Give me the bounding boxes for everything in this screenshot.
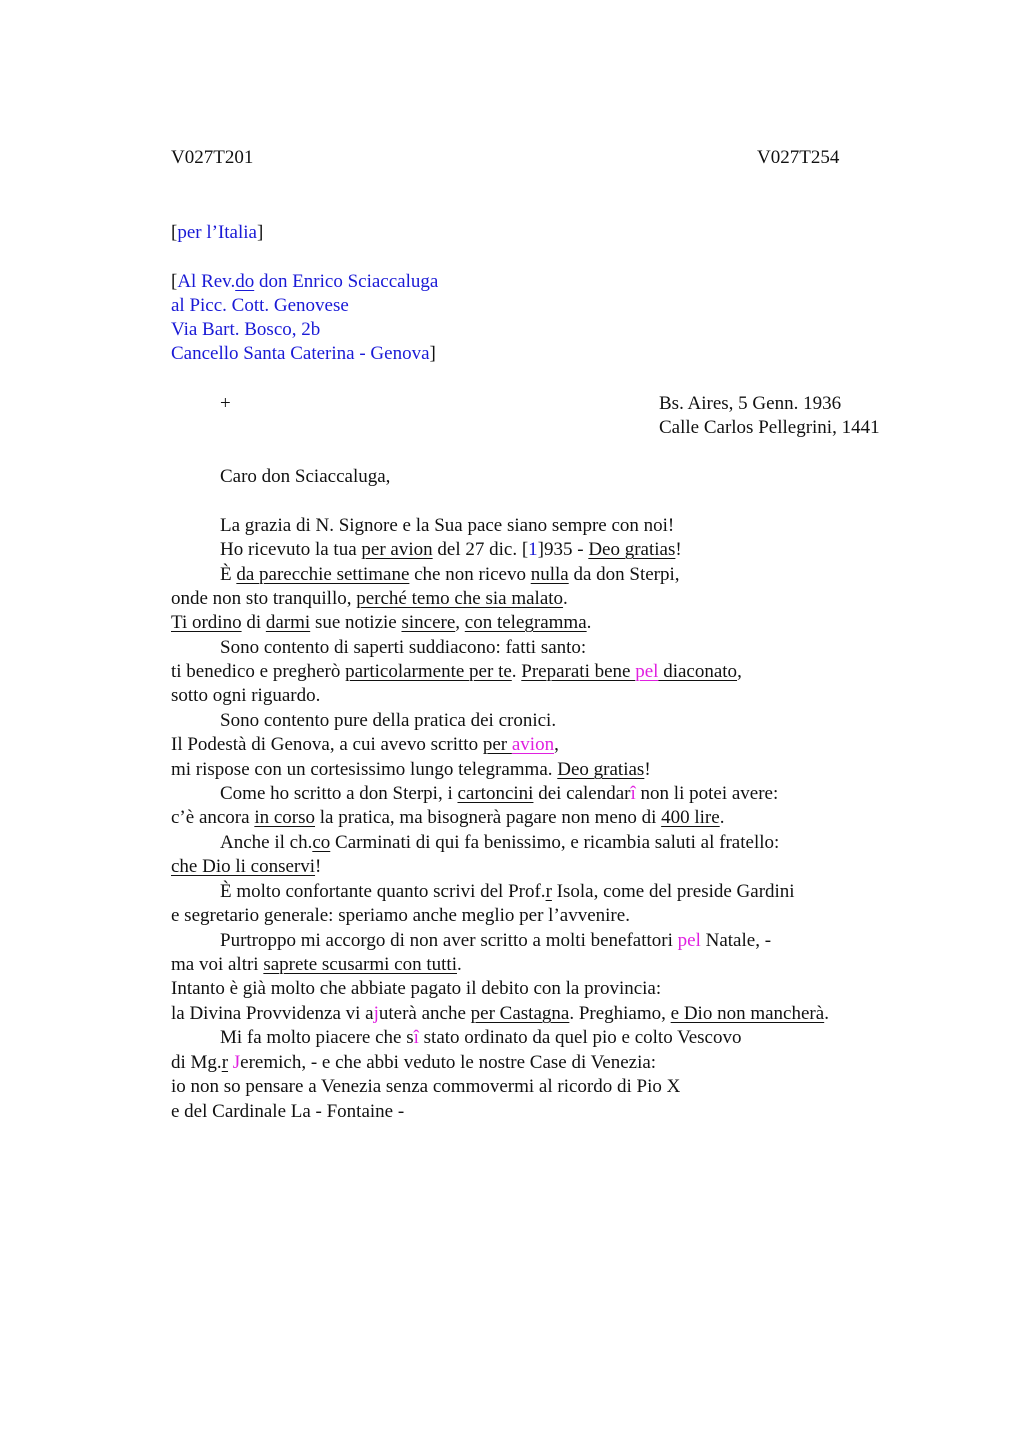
salutation: Caro don Sciaccaluga, [220,466,391,487]
body-line: Intanto è già molto che abbiate pagato il debito con la provincia: [171,978,662,999]
body-line: e segretario generale: speriamo anche meglio per l’avvenire. [171,905,630,926]
body-line: Purtroppo mi accorgo di non aver scritto a molti benefattori pel Natale, - [220,930,772,951]
address-line-4: Cancello Santa Caterina - Genova] [171,343,436,364]
body-line: e del Cardinale La - Fontaine - [171,1101,405,1122]
body-line: mi rispose con un cortesissimo lungo telegramma. Deo gratias! [171,759,651,780]
body-line: La grazia di N. Signore e la Sua pace siano sempre con noi! [220,515,675,536]
body-line: Ho ricevuto la tua per avion del 27 dic. [1]935 - Deo gratias! [220,539,682,560]
body-line: Anche il ch.co Carminati di qui fa benissimo, e ricambia saluti al fratello: [220,832,780,853]
body-line: È da parecchie settimane che non ricevo nulla da don Sterpi, [220,564,680,585]
address-line-3: Via Bart. Bosco, 2b [171,319,321,340]
cross-symbol: + [220,393,231,414]
address-line-1: [Al Rev.do don Enrico Sciaccaluga [171,271,439,292]
body-line: c’è ancora in corso la pratica, ma bisognerà pagare non meno di 400 lire. [171,807,725,828]
document-code-left: V027T201 [171,147,254,168]
place-date-line-2: Calle Carlos Pellegrini, 1441 [659,417,880,438]
body-line: ti benedico e pregherò particolarmente per te. Preparati bene pel diaconato, [171,661,742,682]
body-line: Mi fa molto piacere che sî stato ordinato da quel pio e colto Vescovo [220,1027,742,1048]
body-line: Ti ordino di darmi sue notizie sincere, con telegramma. [171,612,592,633]
body-line: sotto ogni riguardo. [171,685,321,706]
body-line: di Mg.r Jeremich, - e che abbi veduto le nostre Case di Venezia: [171,1052,657,1073]
body-line: Il Podestà di Genova, a cui avevo scritto per avion, [171,734,559,755]
body-line: io non so pensare a Venezia senza commovermi al ricordo di Pio X [171,1076,681,1097]
body-line: che Dio li conservi! [171,856,322,877]
body-line: ma voi altri saprete scusarmi con tutti. [171,954,462,975]
place-date-line-1: Bs. Aires, 5 Genn. 1936 [659,393,842,414]
address-line-2: al Picc. Cott. Genovese [171,295,349,316]
body-line: onde non sto tranquillo, perché temo che sia malato. [171,588,568,609]
body-line: È molto confortante quanto scrivi del Prof.r Isola, come del preside Gardini [220,881,795,902]
destination-note: [per l’Italia] [171,222,264,243]
document-code-right: V027T254 [757,147,840,168]
body-line: la Divina Provvidenza vi ajuterà anche per Castagna. Preghiamo, e Dio non mancherà. [171,1003,829,1024]
body-line: Sono contento di saperti suddiacono: fatti santo: [220,637,587,658]
body-line: Sono contento pure della pratica dei cronici. [220,710,557,731]
body-line: Come ho scritto a don Sterpi, i cartoncini dei calendarî non li potei avere: [220,783,779,804]
